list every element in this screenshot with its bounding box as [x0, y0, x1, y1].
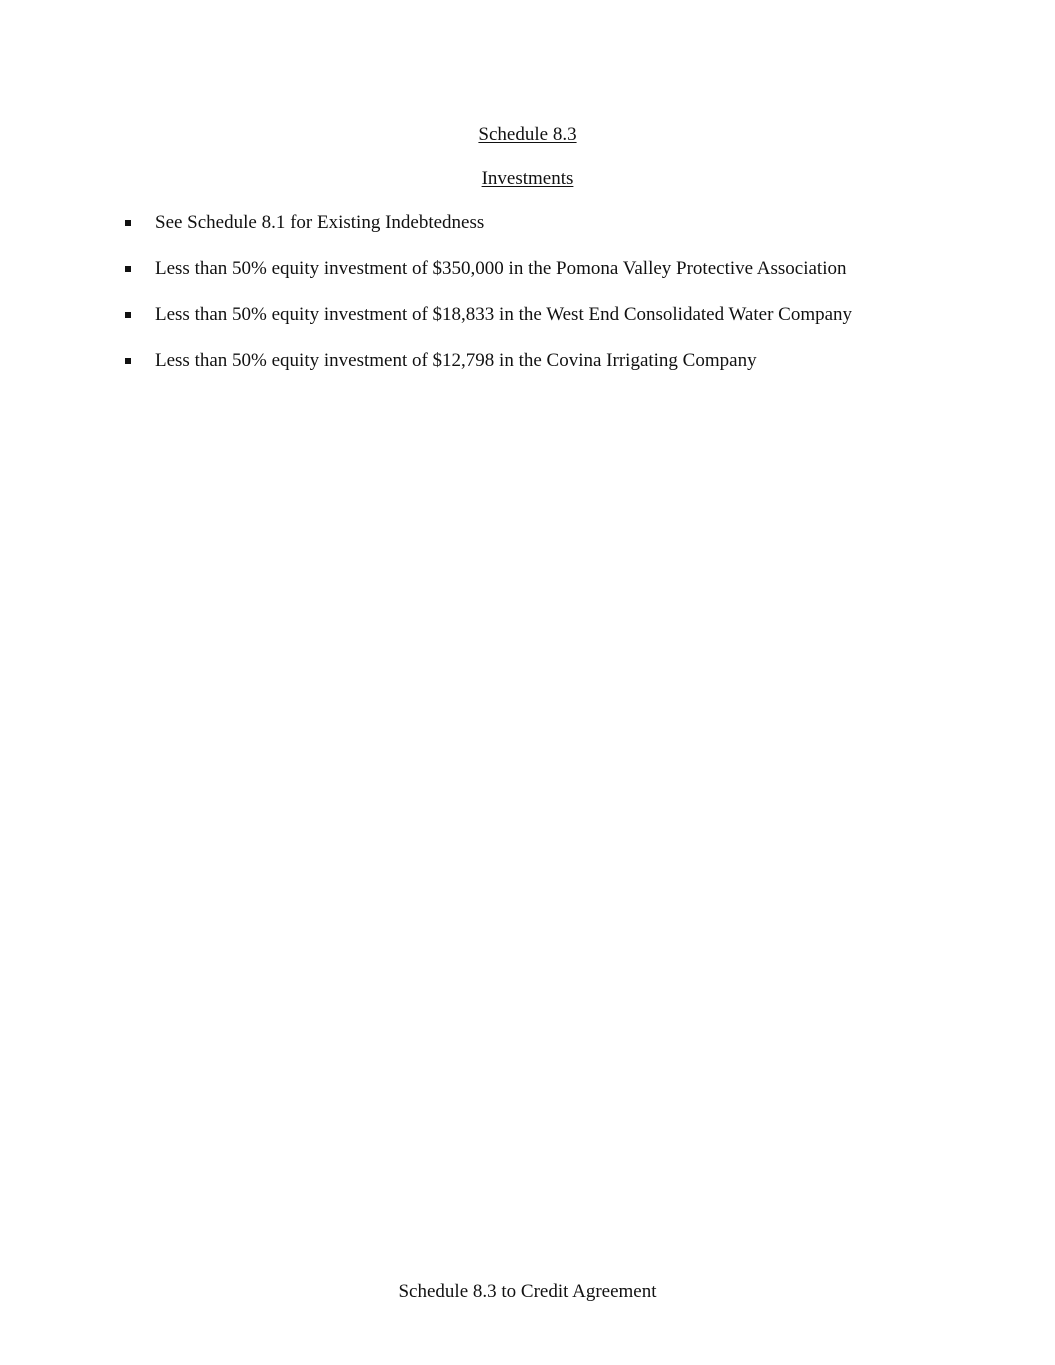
- section-title-text: Investments: [481, 168, 574, 189]
- square-bullet-icon: [125, 312, 131, 318]
- schedule-title-text: Schedule 8.3: [478, 124, 577, 145]
- section-title: [0, 168, 1055, 190]
- square-bullet-icon: [125, 358, 131, 364]
- list-item-text: See Schedule 8.1 for Existing Indebtedness: [155, 212, 485, 233]
- square-bullet-icon: [125, 220, 131, 226]
- schedule-title: [0, 124, 1055, 146]
- list-item-text: Less than 50% equity investment of $18,833 in the West End Consolidated Water Company: [155, 304, 853, 325]
- page-footer: Schedule 8.3 to Credit Agreement: [398, 1281, 657, 1302]
- list-item-text: Less than 50% equity investment of $12,798 in the Covina Irrigating Company: [155, 350, 757, 371]
- square-bullet-icon: [125, 266, 131, 272]
- list-item-text: Less than 50% equity investment of $350,000 in the Pomona Valley Protective Association: [155, 258, 847, 279]
